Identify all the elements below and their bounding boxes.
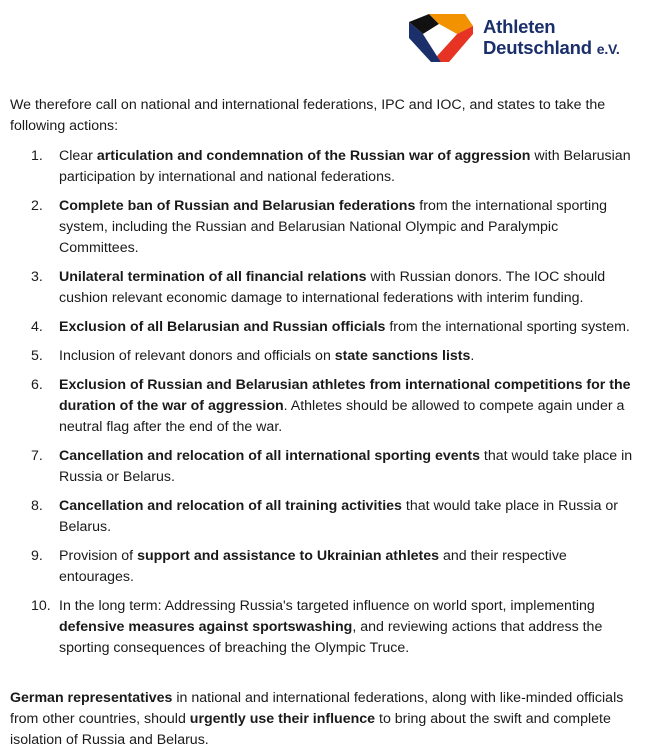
logo-mark-icon: [407, 12, 475, 64]
item-number: 10.: [31, 598, 51, 614]
athleten-deutschland-logo: [407, 12, 627, 64]
item-number: 2.: [31, 198, 43, 214]
list-item: [10, 446, 635, 488]
list-item: [10, 196, 635, 259]
text-segment: in national and international federations, along with like-minded officials from other countries, should: [10, 690, 624, 727]
list-item: [10, 496, 635, 538]
list-item: [10, 375, 635, 438]
list-item: [10, 267, 635, 309]
text-segment: with Russian donors. The IOC should cushion relevant economic damage to international federations with interim funding.: [59, 269, 606, 306]
text-segment: that would take place in Russia or Belarus.: [59, 498, 619, 535]
list-item: [10, 317, 635, 338]
text-segment: .: [470, 348, 475, 364]
bold-text: Cancellation and relocation of all training activities: [59, 498, 402, 514]
text-segment: Inclusion of relevant donors and officials on: [59, 348, 335, 364]
bold-text: urgently use their influence: [189, 711, 376, 727]
text-segment: from the international sporting system, including the Russian and Belarusian National Olympic and Paralympic Committees.: [59, 198, 607, 256]
bold-text: articulation and condemnation of the Russian war of aggression: [96, 148, 531, 164]
bold-text: Exclusion of all Belarusian and Russian officials: [59, 319, 386, 335]
closing-paragraph: [10, 688, 635, 751]
item-number: 7.: [31, 448, 43, 464]
list-item: [10, 546, 635, 588]
list-item: [10, 146, 635, 188]
item-number: 5.: [31, 348, 43, 364]
bold-text: Complete ban of Russian and Belarusian federations: [59, 198, 416, 214]
bold-text: state sanctions lists: [334, 348, 471, 364]
text-segment: In the long term: Addressing Russia's targeted influence on world sport, implementing: [59, 598, 595, 614]
intro-paragraph: We therefore call on national and international federations, IPC and IOC, and states to take the following actions:: [10, 97, 606, 134]
text-segment: . Athletes should be allowed to compete again under a neutral flag after the end of the war.: [59, 398, 625, 435]
logo-wordmark: Athleten Deutschland e.V.: [483, 16, 620, 58]
text-segment: and their respective entourages.: [59, 548, 567, 585]
bold-text: Exclusion of Russian and Belarusian athletes from international competitions for the duration of the war of aggression: [59, 377, 631, 414]
item-number: 8.: [31, 498, 43, 514]
text-segment: with Belarusian participation by international and national federations.: [59, 148, 631, 185]
text-segment: Provision of: [59, 548, 138, 564]
actions-list: [10, 146, 635, 667]
item-number: 4.: [31, 319, 43, 335]
bold-text: German representatives: [10, 690, 173, 706]
item-number: 9.: [31, 548, 43, 564]
text-segment: , and reviewing actions that address the sporting consequences of breaching the Olympic Truce.: [59, 619, 603, 656]
item-number: 6.: [31, 377, 43, 393]
list-item: [10, 596, 635, 659]
list-item: [10, 346, 635, 367]
bold-text: support and assistance to Ukrainian athletes: [137, 548, 440, 564]
bold-text: defensive measures against sportswashing: [59, 619, 353, 635]
text-segment: that would take place in Russia or Belarus.: [59, 448, 633, 485]
bold-text: Cancellation and relocation of all international sporting events: [59, 448, 480, 464]
item-number: 1.: [31, 148, 43, 164]
item-number: 3.: [31, 269, 43, 285]
bold-text: Unilateral termination of all financial relations: [59, 269, 367, 285]
text-segment: to bring about the swift and complete isolation of Russia and Belarus.: [10, 711, 611, 748]
text-segment: Clear: [59, 148, 97, 164]
text-segment: from the international sporting system.: [385, 319, 630, 335]
